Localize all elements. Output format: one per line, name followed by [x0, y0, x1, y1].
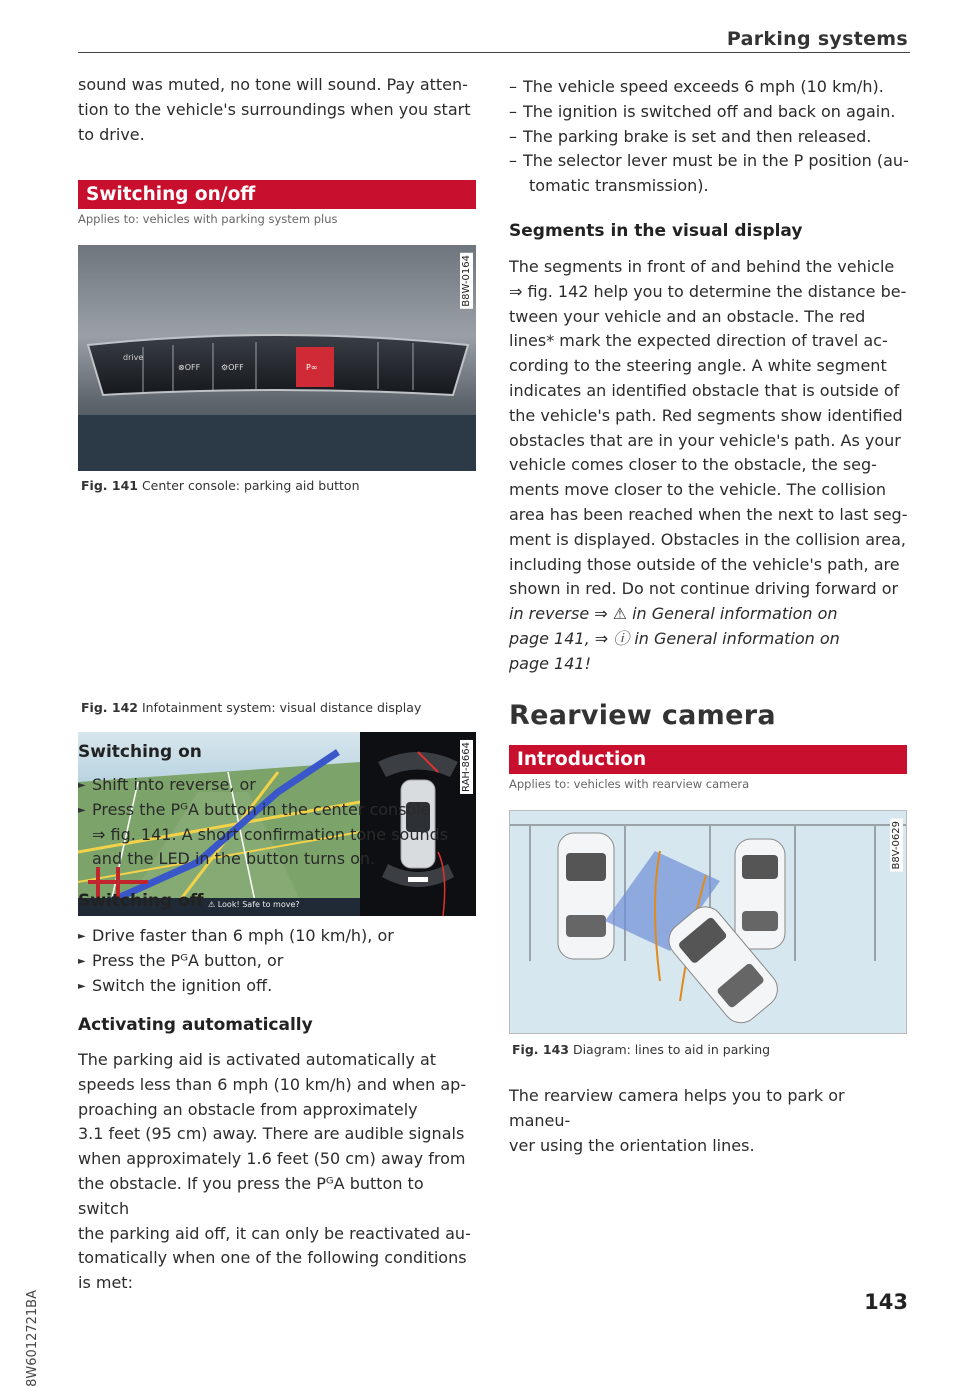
text-line: tomatically when one of the following conditions — [78, 1248, 467, 1268]
section-title-introduction: Introduction — [509, 745, 907, 774]
figure-141-image — [78, 245, 476, 471]
text-line: lines* mark the expected direction of travel ac- — [509, 331, 888, 351]
text-line: speeds less than 6 mph (10 km/h) and when ap- — [78, 1074, 467, 1094]
text-line: the obstacle. If you press the PᴳA button to switch — [78, 1173, 424, 1218]
heading-switching-on: Switching on — [78, 742, 202, 762]
text-line: tion to the vehicle's surroundings when you start — [78, 99, 471, 119]
heading-segments: Segments in the visual display — [509, 221, 803, 241]
applies-note: Applies to: vehicles with rearview camera — [509, 777, 750, 791]
text-line: obstacles that are in your vehicle's path. As your — [509, 430, 901, 450]
document-code: 8W6012721BA — [25, 1290, 40, 1387]
left-column — [78, 0, 476, 1293]
figure-code: B8V-0629 — [891, 821, 902, 870]
text-line: when approximately 1.6 feet (50 cm) away from — [78, 1149, 466, 1169]
closing-text — [509, 1084, 909, 1158]
figure-143-caption — [512, 1041, 770, 1059]
figure-number: Fig. 141 — [81, 478, 138, 493]
list-item — [78, 773, 476, 798]
figure-code: B8W-0164 — [461, 255, 472, 307]
list-item-text: and the LED in the button turns on. — [92, 849, 376, 869]
text-line: The parking aid is activated automatically at — [78, 1050, 437, 1069]
text-line: ments move closer to the vehicle. The collision — [509, 480, 887, 500]
start-stop-off-button: ⊗OFF — [178, 363, 201, 372]
text-line: 3.1 feet (95 cm) away. There are audible signals — [78, 1124, 465, 1144]
heading-activating-auto: Activating automatically — [78, 1015, 313, 1035]
intro-text — [78, 73, 476, 147]
section-title-switching: Switching on/off — [78, 180, 476, 209]
parking-aid-button: P∞ — [306, 363, 318, 372]
list-item-text: – The selector lever must be in the P position (au- — [523, 151, 909, 171]
figure-number: Fig. 142 — [81, 700, 138, 715]
text-line: The rearview camera helps you to park or maneu- — [509, 1086, 845, 1130]
text-line: sound was muted, no tone will sound. Pay atten- — [78, 75, 468, 94]
figure-143-image — [509, 810, 907, 1034]
text-line: The segments in front of and behind the vehicle — [509, 257, 895, 276]
list-item — [509, 149, 909, 199]
switching-off-list — [78, 924, 476, 998]
text-line: shown in red. Do not continue driving forward or — [509, 579, 899, 599]
heading-rearview-camera: Rearview camera — [509, 700, 776, 731]
conditions-list — [509, 75, 909, 199]
list-item: – The parking brake is set and then released. — [509, 125, 909, 150]
text-line: proaching an obstacle from approximately — [78, 1099, 418, 1119]
list-item-text: ► Press the PᴳA button in the center console — [92, 799, 431, 819]
heading-switching-off: Switching off — [78, 891, 204, 911]
list-item: ► Press the PᴳA button, or — [78, 949, 476, 974]
caption-text: Infotainment system: visual distance display — [141, 700, 422, 715]
list-item — [78, 798, 476, 872]
text-line: in reverse ⇒ ⚠ in General information on — [509, 604, 838, 624]
list-item: – The vehicle speed exceeds 6 mph (10 km/h). — [509, 75, 909, 100]
text-line: cording to the steering angle. A white segment — [509, 356, 887, 376]
figure-142-caption — [81, 699, 421, 717]
text-line: ver using the orientation lines. — [509, 1135, 755, 1155]
list-item-text: tomatic transmission). — [529, 176, 709, 196]
text-line: area has been reached when the next to last seg- — [509, 504, 908, 524]
text-line: vehicle comes closer to the obstacle, the seg- — [509, 455, 877, 475]
figure-code: RAH-8664 — [461, 742, 472, 792]
list-item-text: Shift into reverse, or — [92, 775, 256, 794]
figure-141-caption — [81, 477, 360, 495]
text-line: is met: — [78, 1273, 133, 1293]
caption-text: Center console: parking aid button — [141, 478, 360, 493]
text-line: ment is displayed. Obstacles in the collision area, — [509, 529, 906, 549]
text-line: tween your vehicle and an obstacle. The red — [509, 306, 866, 326]
segments-text — [509, 255, 909, 677]
text-line: the vehicle's path. Red segments show identified — [509, 405, 903, 425]
text-line: the parking aid off, it can only be reactivated au- — [78, 1223, 471, 1243]
caption-text: Diagram: lines to aid in parking — [572, 1042, 771, 1057]
list-item: – The ignition is switched off and back on again. — [509, 100, 909, 125]
parking-diagram — [510, 811, 907, 1034]
running-header: Parking systems — [726, 28, 908, 50]
applies-note: Applies to: vehicles with parking system plus — [78, 212, 338, 226]
list-item: ► Drive faster than 6 mph (10 km/h), or — [78, 924, 476, 949]
text-line: to drive. — [78, 124, 145, 144]
list-item-text: ⇒ fig. 141. A short confirmation tone sounds — [92, 824, 449, 844]
figure-number: Fig. 143 — [512, 1042, 569, 1057]
text-line: ⇒ fig. 142 help you to determine the distance be- — [509, 281, 907, 301]
list-item: ► Switch the ignition off. — [78, 974, 476, 999]
page-number: 143 — [864, 1290, 908, 1314]
text-line: page 141, ⇒ ⓘ in General information on — [509, 628, 840, 648]
right-column — [509, 0, 909, 1155]
map-warning-banner: ⚠ Look! Safe to move? — [208, 900, 300, 909]
text-line: page 141! — [509, 653, 591, 673]
switching-on-list — [78, 773, 476, 872]
text-line: indicates an identified obstacle that is outside of — [509, 380, 900, 400]
drive-select-button: drive — [123, 353, 144, 362]
text-line: including those outside of the vehicle's path, are — [509, 554, 900, 574]
esc-off-button: ⚙OFF — [221, 363, 244, 372]
activating-auto-text — [78, 1048, 476, 1296]
